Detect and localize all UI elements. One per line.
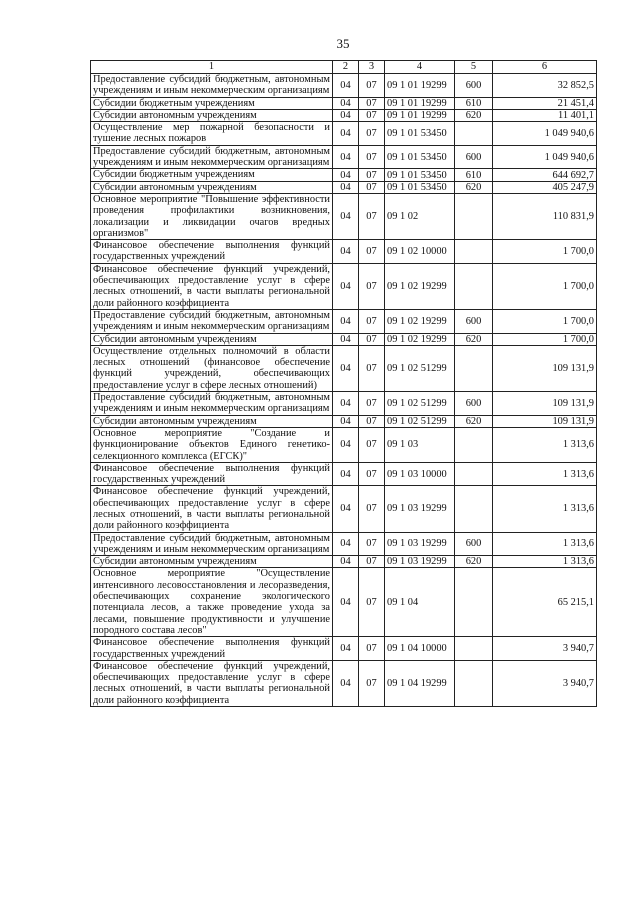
row-name: Субсидии бюджетным учреждениям: [91, 97, 333, 109]
row-name: Предоставление субсидий бюджетным, автономным учреждениям и иным некоммерческим организациям: [91, 392, 333, 416]
table-row: [91, 145, 597, 169]
row-section: 04: [333, 122, 359, 146]
table-row: [91, 333, 597, 345]
row-section: 04: [333, 660, 359, 706]
table-row: [91, 392, 597, 416]
table-row: [91, 556, 597, 568]
row-subsection: 07: [359, 333, 385, 345]
row-name: Субсидии автономным учреждениям: [91, 415, 333, 427]
row-subsection: 07: [359, 568, 385, 637]
row-section: 04: [333, 427, 359, 462]
row-name: Осуществление отдельных полномочий в области лесных отношений (финансовое обеспечение функций учреждений, обеспечивающих предоставление услуг в сфере лесных отношений): [91, 345, 333, 391]
row-target-article: 09 1 04: [385, 568, 455, 637]
row-target-article: 09 1 03 19299: [385, 532, 455, 556]
table-row: [91, 532, 597, 556]
row-expense-type: 610: [455, 97, 493, 109]
table-row: [91, 109, 597, 121]
row-expense-type: 600: [455, 74, 493, 98]
row-amount: 1 700,0: [493, 240, 597, 264]
row-target-article: 09 1 01 53450: [385, 169, 455, 181]
row-target-article: 09 1 01 19299: [385, 97, 455, 109]
row-expense-type: [455, 240, 493, 264]
row-subsection: 07: [359, 109, 385, 121]
row-subsection: 07: [359, 145, 385, 169]
row-target-article: 09 1 02 51299: [385, 392, 455, 416]
table-row: [91, 415, 597, 427]
row-subsection: 07: [359, 532, 385, 556]
row-amount: 110 831,9: [493, 193, 597, 239]
row-expense-type: [455, 193, 493, 239]
row-name: Субсидии автономным учреждениям: [91, 109, 333, 121]
row-expense-type: [455, 427, 493, 462]
row-target-article: 09 1 01 19299: [385, 109, 455, 121]
row-amount: 1 049 940,6: [493, 145, 597, 169]
row-expense-type: 620: [455, 556, 493, 568]
row-target-article: 09 1 01 53450: [385, 181, 455, 193]
row-target-article: 09 1 02 19299: [385, 333, 455, 345]
row-section: 04: [333, 568, 359, 637]
row-name: Осуществление мер пожарной безопасности и тушение лесных пожаров: [91, 122, 333, 146]
table-row: [91, 568, 597, 637]
table-row: [91, 263, 597, 309]
table-row: [91, 122, 597, 146]
table-row: [91, 427, 597, 462]
row-expense-type: [455, 122, 493, 146]
row-expense-type: [455, 345, 493, 391]
table-row: [91, 660, 597, 706]
table-row: [91, 181, 597, 193]
row-expense-type: [455, 263, 493, 309]
row-subsection: 07: [359, 263, 385, 309]
column-header: 1: [91, 61, 333, 74]
row-amount: 32 852,5: [493, 74, 597, 98]
row-expense-type: 620: [455, 333, 493, 345]
row-section: 04: [333, 486, 359, 532]
row-section: 04: [333, 240, 359, 264]
row-expense-type: [455, 637, 493, 661]
row-name: Предоставление субсидий бюджетным, автономным учреждениям и иным некоммерческим организациям: [91, 74, 333, 98]
row-amount: 3 940,7: [493, 660, 597, 706]
row-name: Финансовое обеспечение функций учреждений, обеспечивающих предоставление услуг в сфере лесных отношений, в части выплаты региональной доли районного коэффициента: [91, 263, 333, 309]
row-subsection: 07: [359, 427, 385, 462]
row-expense-type: 620: [455, 181, 493, 193]
row-amount: 3 940,7: [493, 637, 597, 661]
row-expense-type: 620: [455, 109, 493, 121]
table-row: [91, 345, 597, 391]
row-target-article: 09 1 03 10000: [385, 462, 455, 486]
row-name: Предоставление субсидий бюджетным, автономным учреждениям и иным некоммерческим организациям: [91, 145, 333, 169]
table-row: [91, 74, 597, 98]
row-amount: 11 401,1: [493, 109, 597, 121]
row-subsection: 07: [359, 637, 385, 661]
row-target-article: 09 1 01 53450: [385, 122, 455, 146]
row-section: 04: [333, 532, 359, 556]
column-header: 3: [359, 61, 385, 74]
row-name: Финансовое обеспечение функций учреждений, обеспечивающих предоставление услуг в сфере лесных отношений, в части выплаты региональной доли районного коэффициента: [91, 660, 333, 706]
table-row: [91, 97, 597, 109]
row-target-article: 09 1 01 53450: [385, 145, 455, 169]
row-subsection: 07: [359, 556, 385, 568]
row-expense-type: 610: [455, 169, 493, 181]
row-target-article: 09 1 02 10000: [385, 240, 455, 264]
row-section: 04: [333, 97, 359, 109]
row-section: 04: [333, 109, 359, 121]
column-header: 4: [385, 61, 455, 74]
row-section: 04: [333, 309, 359, 333]
row-amount: 1 313,6: [493, 556, 597, 568]
row-amount: 1 313,6: [493, 486, 597, 532]
row-amount: 1 313,6: [493, 427, 597, 462]
row-amount: 1 049 940,6: [493, 122, 597, 146]
row-expense-type: 620: [455, 415, 493, 427]
row-section: 04: [333, 169, 359, 181]
row-name: Субсидии бюджетным учреждениям: [91, 169, 333, 181]
row-name: Основное мероприятие "Повышение эффективности проведения профилактики возникновения, локализации и ликвидации очагов вредных организмов": [91, 193, 333, 239]
row-amount: 1 700,0: [493, 309, 597, 333]
row-amount: 1 313,6: [493, 532, 597, 556]
row-subsection: 07: [359, 392, 385, 416]
row-target-article: 09 1 02: [385, 193, 455, 239]
row-expense-type: 600: [455, 532, 493, 556]
row-amount: 405 247,9: [493, 181, 597, 193]
table-row: [91, 169, 597, 181]
row-name: Субсидии автономным учреждениям: [91, 181, 333, 193]
row-expense-type: 600: [455, 145, 493, 169]
row-section: 04: [333, 145, 359, 169]
row-name: Финансовое обеспечение выполнения функций государственных учреждений: [91, 240, 333, 264]
table-row: [91, 462, 597, 486]
row-section: 04: [333, 345, 359, 391]
row-section: 04: [333, 392, 359, 416]
row-amount: 1 313,6: [493, 462, 597, 486]
row-section: 04: [333, 637, 359, 661]
row-expense-type: 600: [455, 309, 493, 333]
row-name: Предоставление субсидий бюджетным, автономным учреждениям и иным некоммерческим организациям: [91, 532, 333, 556]
row-subsection: 07: [359, 345, 385, 391]
row-name: Субсидии автономным учреждениям: [91, 333, 333, 345]
row-section: 04: [333, 74, 359, 98]
row-section: 04: [333, 415, 359, 427]
row-subsection: 07: [359, 181, 385, 193]
row-subsection: 07: [359, 74, 385, 98]
row-name: Предоставление субсидий бюджетным, автономным учреждениям и иным некоммерческим организациям: [91, 309, 333, 333]
budget-table: [90, 60, 597, 707]
row-section: 04: [333, 462, 359, 486]
row-expense-type: [455, 568, 493, 637]
row-subsection: 07: [359, 240, 385, 264]
row-section: 04: [333, 263, 359, 309]
row-target-article: 09 1 03 19299: [385, 486, 455, 532]
row-name: Финансовое обеспечение выполнения функций государственных учреждений: [91, 462, 333, 486]
row-amount: 109 131,9: [493, 415, 597, 427]
row-subsection: 07: [359, 462, 385, 486]
row-name: Финансовое обеспечение функций учреждений, обеспечивающих предоставление услуг в сфере лесных отношений, в части выплаты региональной доли районного коэффициента: [91, 486, 333, 532]
row-name: Основное мероприятие "Осуществление интенсивного лесовосстановления и лесоразведения, обеспечивающих сохранение экологического потенциала лесов, а также проведение ухода за лесами, повышение продуктивности и улучшение породного состава лесов": [91, 568, 333, 637]
table-row: [91, 309, 597, 333]
row-amount: 65 215,1: [493, 568, 597, 637]
row-target-article: 09 1 03 19299: [385, 556, 455, 568]
row-amount: 109 131,9: [493, 392, 597, 416]
row-subsection: 07: [359, 415, 385, 427]
row-name: Финансовое обеспечение выполнения функций государственных учреждений: [91, 637, 333, 661]
row-expense-type: [455, 462, 493, 486]
page-number: 35: [336, 36, 350, 51]
table-header-row: [91, 61, 597, 74]
row-section: 04: [333, 556, 359, 568]
row-expense-type: [455, 486, 493, 532]
row-amount: 109 131,9: [493, 345, 597, 391]
row-subsection: 07: [359, 169, 385, 181]
row-subsection: 07: [359, 193, 385, 239]
row-name: Основное мероприятие "Создание и функционирование объектов Единого генетико-селекционного комплекса (ЕГСК)": [91, 427, 333, 462]
row-target-article: 09 1 02 19299: [385, 263, 455, 309]
row-amount: 1 700,0: [493, 333, 597, 345]
row-expense-type: 600: [455, 392, 493, 416]
row-target-article: 09 1 01 19299: [385, 74, 455, 98]
row-subsection: 07: [359, 97, 385, 109]
row-target-article: 09 1 03: [385, 427, 455, 462]
row-target-article: 09 1 04 19299: [385, 660, 455, 706]
row-section: 04: [333, 193, 359, 239]
table-row: [91, 486, 597, 532]
column-header: 2: [333, 61, 359, 74]
row-subsection: 07: [359, 122, 385, 146]
row-subsection: 07: [359, 660, 385, 706]
column-header: 5: [455, 61, 493, 74]
row-expense-type: [455, 660, 493, 706]
row-amount: 644 692,7: [493, 169, 597, 181]
row-amount: 1 700,0: [493, 263, 597, 309]
table-row: [91, 240, 597, 264]
row-amount: 21 451,4: [493, 97, 597, 109]
row-section: 04: [333, 181, 359, 193]
row-target-article: 09 1 02 51299: [385, 345, 455, 391]
column-header: 6: [493, 61, 597, 74]
row-target-article: 09 1 02 51299: [385, 415, 455, 427]
row-section: 04: [333, 333, 359, 345]
row-target-article: 09 1 02 19299: [385, 309, 455, 333]
table-row: [91, 193, 597, 239]
row-subsection: 07: [359, 309, 385, 333]
row-subsection: 07: [359, 486, 385, 532]
row-name: Субсидии автономным учреждениям: [91, 556, 333, 568]
table-body: [91, 74, 597, 707]
row-target-article: 09 1 04 10000: [385, 637, 455, 661]
table-row: [91, 637, 597, 661]
